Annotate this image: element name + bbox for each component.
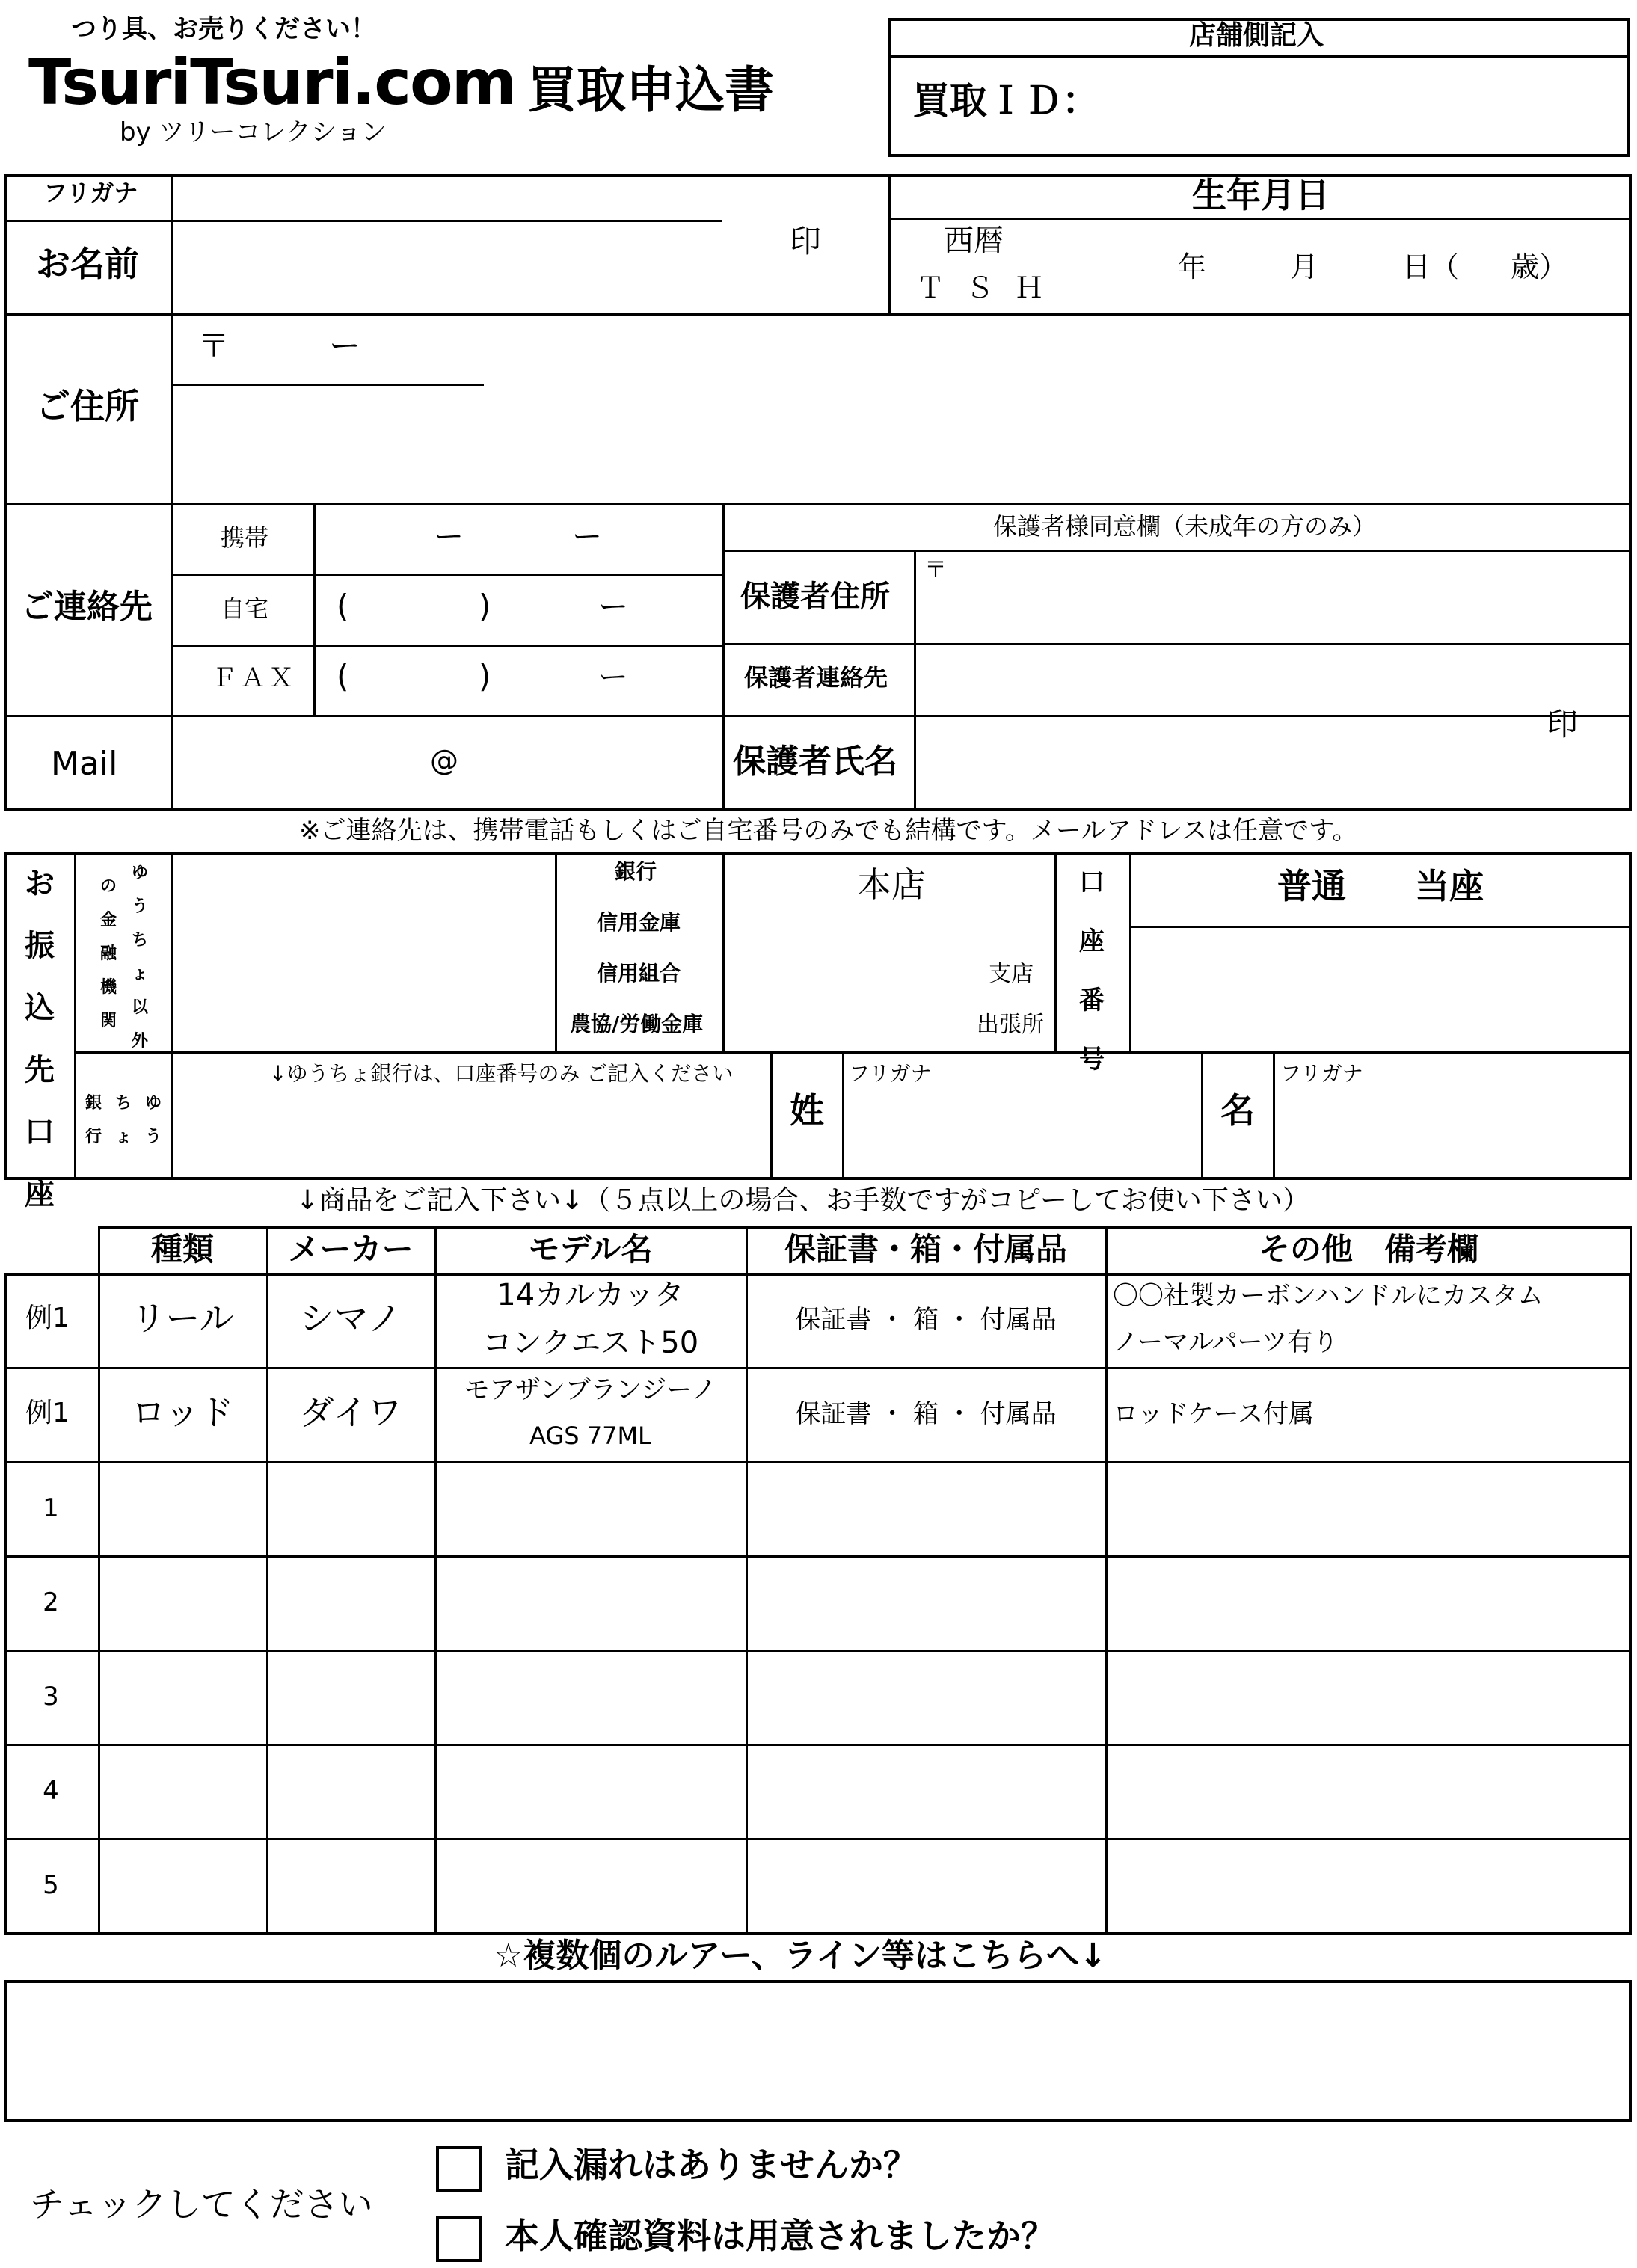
yucho-label-col3 bbox=[82, 1090, 105, 1147]
item-row-4-field[interactable] bbox=[100, 1747, 1629, 1835]
surname-furigana-label: フリガナ bbox=[849, 1061, 932, 1086]
mail-label: Mail bbox=[51, 745, 118, 783]
multi-items-field[interactable] bbox=[4, 1980, 1632, 2122]
postal-dash: ー bbox=[329, 328, 361, 364]
item-row-3-field[interactable] bbox=[100, 1653, 1629, 1741]
surname-field[interactable] bbox=[847, 1054, 1198, 1177]
guardian-contact-label: 保護者連絡先 bbox=[744, 663, 888, 692]
yucho-note: ↓ゆうちょ銀行は、口座番号のみ ご記入ください bbox=[269, 1061, 734, 1086]
era-label: 西暦 bbox=[944, 224, 1004, 258]
label-char: 関 bbox=[99, 1012, 117, 1030]
bank-side-char: 先 bbox=[25, 1053, 55, 1087]
label-char: 番 bbox=[1079, 986, 1105, 1015]
mobile-dash-1: ー bbox=[434, 520, 464, 554]
label-char: 号 bbox=[1079, 1045, 1105, 1075]
bank-type-bank[interactable]: 銀行 bbox=[615, 859, 657, 884]
account-type-options[interactable]: 普通 当座 bbox=[1277, 866, 1484, 906]
home-paren-close: ) bbox=[479, 588, 491, 624]
address-label: ご住所 bbox=[36, 386, 139, 426]
address-field[interactable] bbox=[173, 389, 1624, 500]
birth-month-label: 月 bbox=[1290, 251, 1319, 283]
account-number-field[interactable] bbox=[1134, 930, 1627, 1047]
name-field[interactable] bbox=[173, 223, 719, 311]
label-char: 行 bbox=[85, 1128, 102, 1146]
fax-label: ＦＡＸ bbox=[212, 663, 297, 693]
label-char: う bbox=[131, 897, 148, 916]
label-char: 金 bbox=[99, 911, 117, 929]
bank-side-char: 振 bbox=[25, 929, 55, 963]
fax-paren-open: ( bbox=[337, 658, 349, 695]
header-notes: その他 備考欄 bbox=[1258, 1231, 1478, 1267]
postal-mark: 〒 bbox=[198, 328, 230, 364]
example-notes-line1: 〇〇社製カーボンハンドルにカスタム bbox=[1113, 1281, 1544, 1311]
guardian-seal-mark: 印 bbox=[1547, 706, 1579, 743]
bank-type-nokyo[interactable]: 農協/労働金庫 bbox=[570, 1012, 704, 1036]
given-name-label: 名 bbox=[1220, 1090, 1255, 1131]
item-row-2-field[interactable] bbox=[100, 1558, 1629, 1647]
birthdate-header: 生年月日 bbox=[1192, 175, 1330, 215]
header-type: 種類 bbox=[150, 1231, 214, 1267]
label-char: ょ bbox=[114, 1128, 132, 1146]
guardian-address-label: 保護者住所 bbox=[740, 580, 890, 614]
seal-mark: 印 bbox=[790, 223, 822, 259]
bank-side-char: 座 bbox=[25, 1177, 55, 1211]
name-label: お名前 bbox=[36, 244, 139, 284]
label-char: 外 bbox=[131, 1032, 148, 1051]
guardian-consent-header: 保護者様同意欄（未成年の方のみ） bbox=[993, 512, 1377, 541]
guardian-name-label: 保護者氏名 bbox=[733, 743, 897, 781]
home-phone-label: 自宅 bbox=[221, 594, 269, 623]
guardian-contact-field[interactable] bbox=[918, 648, 1627, 712]
yucho-account-field[interactable] bbox=[175, 1092, 767, 1176]
example-maker: シマノ bbox=[299, 1298, 402, 1339]
label-char: 口 bbox=[1079, 867, 1105, 897]
mobile-dash-2: ー bbox=[572, 520, 602, 554]
items-note: ↓商品をご記入下さい↓（５点以上の場合、お手数ですがコピーしてお使い下さい） bbox=[296, 1185, 1309, 1216]
item-row-5-field[interactable] bbox=[100, 1841, 1629, 1932]
example-label: 例1 bbox=[25, 1398, 70, 1428]
yucho-label-col2 bbox=[112, 1090, 135, 1147]
bank-name-field[interactable] bbox=[175, 855, 552, 1048]
label-char: ょ bbox=[131, 965, 148, 983]
age-label: 歳） bbox=[1511, 251, 1568, 283]
logo-tagline: つり具、お売りください！ bbox=[71, 14, 376, 44]
label-char: 融 bbox=[99, 944, 117, 963]
bank-type-shinkin[interactable]: 信用金庫 bbox=[597, 910, 681, 935]
store-use-header: 店舗側記入 bbox=[1189, 20, 1324, 51]
example-notes-line2: ノーマルパーツ有り bbox=[1113, 1327, 1339, 1357]
account-number-label bbox=[1077, 861, 1107, 1075]
header-accessories: 保証書・箱・付属品 bbox=[784, 1231, 1067, 1267]
fax-dash: ー bbox=[598, 660, 628, 695]
example-model-line1: モアザンブランジーノ bbox=[464, 1375, 717, 1405]
fax-paren-close: ) bbox=[479, 658, 491, 695]
yucho-label-col1 bbox=[142, 1090, 165, 1147]
label-char: 銀 bbox=[85, 1094, 102, 1113]
birth-year-field[interactable] bbox=[1032, 247, 1167, 292]
mail-field[interactable] bbox=[173, 719, 719, 808]
label-char: 座 bbox=[1079, 926, 1105, 956]
label-char: ゆ bbox=[144, 1094, 162, 1113]
purchase-id-field[interactable] bbox=[1107, 72, 1615, 147]
surname-label: 姓 bbox=[790, 1090, 824, 1131]
label-char: ち bbox=[131, 931, 148, 950]
guardian-postal-mark: 〒 bbox=[924, 557, 947, 583]
bank-side-char: 口 bbox=[25, 1115, 55, 1149]
form-title: 買取申込書 bbox=[527, 61, 774, 119]
mobile-field[interactable] bbox=[317, 506, 719, 571]
mobile-label: 携帯 bbox=[221, 523, 269, 552]
era-options[interactable]: Ｔ Ｓ Ｈ bbox=[916, 271, 1050, 304]
sub-branch-label: 出張所 bbox=[977, 1012, 1044, 1038]
example-type: リール bbox=[131, 1298, 234, 1339]
multi-items-note: ☆複数個のルアー、ライン等はこちらへ↓ bbox=[494, 1937, 1107, 1975]
given-name-furigana-label: フリガナ bbox=[1280, 1061, 1363, 1086]
example-label: 例1 bbox=[25, 1303, 70, 1333]
home-paren-open: ( bbox=[337, 588, 349, 624]
example-notes-line1: ロッドケース付属 bbox=[1113, 1399, 1314, 1429]
item-row-1-field[interactable] bbox=[100, 1464, 1629, 1552]
guardian-address-field[interactable] bbox=[918, 553, 1627, 640]
branch-label: 支店 bbox=[989, 961, 1034, 987]
bank-side-char: お bbox=[25, 867, 55, 901]
birth-year-label: 年 bbox=[1178, 251, 1207, 283]
non-yucho-label-col2 bbox=[96, 873, 121, 1031]
logo-byline: by ツリーコレクション bbox=[120, 117, 387, 147]
row-number: 2 bbox=[43, 1588, 59, 1617]
contact-note: ※ご連絡先は、携帯電話もしくはご自宅番号のみでも結構です。メールアドレスは任意です。 bbox=[299, 816, 1358, 846]
row-number: 4 bbox=[43, 1776, 59, 1806]
header-maker: メーカー bbox=[288, 1231, 414, 1267]
example-accessories: 保証書 ・ 箱 ・ 付属品 bbox=[795, 1399, 1057, 1429]
logo-name: TsuriTsuri.com bbox=[28, 46, 516, 119]
example-maker: ダイワ bbox=[299, 1392, 402, 1433]
branch-name-field[interactable] bbox=[727, 927, 974, 1047]
checklist-item-1: 記入漏れはありませんか？ bbox=[505, 2145, 918, 2185]
header-model: モデル名 bbox=[528, 1231, 653, 1267]
given-name-field[interactable] bbox=[1277, 1054, 1627, 1177]
label-char: ゆ bbox=[131, 864, 148, 882]
home-dash: ー bbox=[598, 590, 628, 624]
example-model-line1: 14カルカッタ bbox=[497, 1278, 684, 1312]
bank-side-char: 込 bbox=[25, 991, 55, 1025]
label-char: 以 bbox=[131, 998, 148, 1017]
bank-type-shinkumi[interactable]: 信用組合 bbox=[597, 961, 681, 986]
label-char: ち bbox=[114, 1094, 132, 1113]
example-type: ロッド bbox=[131, 1392, 234, 1433]
checklist-item-2: 本人確認資料は用意されましたか？ bbox=[505, 2216, 1055, 2256]
postal-code-field[interactable] bbox=[173, 317, 480, 381]
label-char: う bbox=[144, 1128, 162, 1146]
guardian-name-field[interactable] bbox=[918, 719, 1487, 808]
example-accessories: 保証書 ・ 箱 ・ 付属品 bbox=[795, 1305, 1057, 1335]
checkbox-no-omissions[interactable] bbox=[436, 2146, 482, 2192]
fax-field[interactable] bbox=[317, 648, 719, 713]
row-number: 1 bbox=[43, 1493, 59, 1523]
checklist-label: チェックしてください bbox=[30, 2184, 373, 2225]
birth-day-label: 日（ bbox=[1402, 251, 1460, 283]
label-char: 機 bbox=[99, 978, 117, 997]
head-office-label[interactable]: 本店 bbox=[857, 864, 926, 905]
non-yucho-label-col1 bbox=[127, 860, 153, 1051]
furigana-field[interactable] bbox=[173, 176, 719, 218]
example-model-line2: コンクエスト50 bbox=[482, 1326, 699, 1360]
furigana-label: フリガナ bbox=[43, 179, 138, 207]
purchase-id-label: 買取ＩＤ： bbox=[912, 79, 1099, 123]
contact-label: ご連絡先 bbox=[21, 588, 153, 626]
row-number: 3 bbox=[43, 1682, 59, 1712]
label-char: の bbox=[99, 877, 117, 896]
row-number: 5 bbox=[43, 1870, 59, 1900]
example-model-line2: AGS 77ML bbox=[529, 1422, 651, 1450]
checkbox-id-prepared[interactable] bbox=[436, 2216, 482, 2262]
at-mark: @ bbox=[430, 744, 458, 777]
bank-side-label bbox=[13, 860, 66, 1213]
home-phone-field[interactable] bbox=[317, 577, 719, 642]
